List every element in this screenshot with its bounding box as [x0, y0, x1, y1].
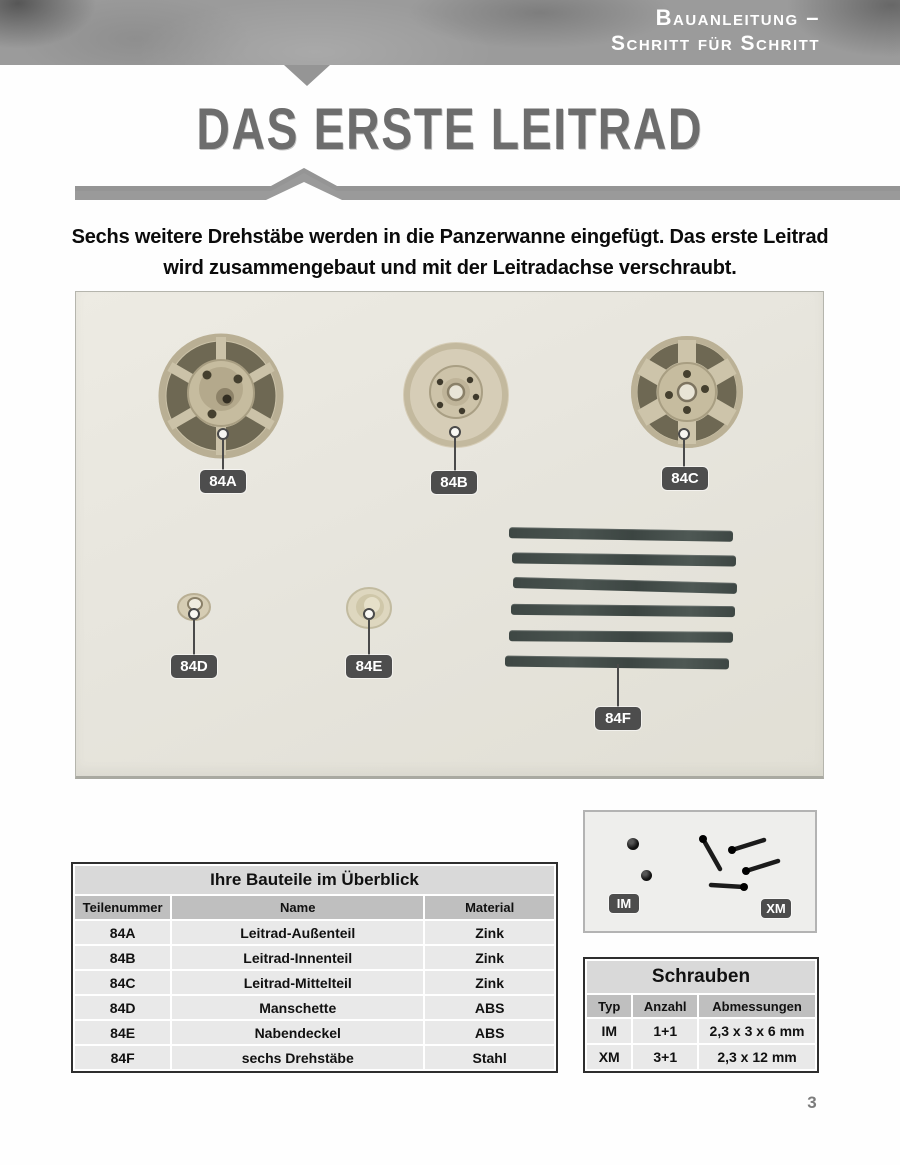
col-teilenummer: Teilenummer	[75, 896, 170, 919]
table-row: 84A Leitrad-Außenteil Zink	[75, 921, 554, 944]
header-text	[611, 5, 820, 57]
table-row: IM 1+1 2,3 x 3 x 6 mm	[587, 1019, 815, 1043]
part-tag-84c: 84C	[662, 467, 708, 490]
table-row: 84F sechs Drehstäbe Stahl	[75, 1046, 554, 1069]
xm-screws	[690, 827, 815, 902]
page-title: DAS ERSTE LEITRAD	[196, 97, 704, 162]
im-screw	[641, 870, 652, 881]
torsion-bar	[509, 630, 733, 643]
part-tag-84a: 84A	[200, 470, 246, 493]
im-screw	[627, 838, 639, 850]
leader-line-84e	[368, 620, 370, 655]
parts-photo	[75, 291, 824, 779]
torsion-bar	[513, 577, 737, 594]
leader-line-84f	[617, 664, 619, 707]
part-tag-84d: 84D	[171, 655, 217, 678]
torsion-bar	[512, 552, 736, 566]
page-number: 3	[807, 1093, 817, 1112]
torsion-bar	[509, 527, 733, 542]
leader-ring-84e	[363, 608, 375, 620]
schrauben-table	[583, 957, 819, 1073]
screw-tag-xm: XM	[761, 899, 791, 918]
part-84a-wheel	[154, 329, 288, 463]
screws-photo	[583, 810, 817, 933]
table-row: 84B Leitrad-Innenteil Zink	[75, 946, 554, 969]
table-row: 84E Nabendeckel ABS	[75, 1021, 554, 1044]
part-tag-84f: 84F	[595, 707, 641, 730]
table-row: 84D Manschette ABS	[75, 996, 554, 1019]
chevron-rule	[75, 164, 900, 200]
leader-line-84d	[193, 620, 195, 655]
part-84f-torsion-bars	[509, 529, 739, 671]
leader-line-84b	[454, 438, 456, 471]
leader-line-84a	[222, 440, 224, 470]
table-row: XM 3+1 2,3 x 12 mm	[587, 1045, 815, 1069]
intro-paragraph	[0, 222, 900, 284]
col-typ: Typ	[587, 995, 631, 1017]
leader-line-84c	[683, 440, 685, 467]
torsion-bar	[511, 604, 735, 617]
bauteile-table-title: Ihre Bauteile im Überblick	[75, 866, 554, 894]
intro-line1: Sechs weitere Drehstäbe werden in die Panzerwanne eingefügt. Das erste Leitrad	[71, 226, 829, 248]
intro-line2: wird zusammengebaut und mit der Leitradachse verschraubt.	[163, 257, 737, 279]
leader-ring-84b	[449, 426, 461, 438]
part-tag-84e: 84E	[346, 655, 392, 678]
leader-ring-84c	[678, 428, 690, 440]
table-row: 84C Leitrad-Mittelteil Zink	[75, 971, 554, 994]
part-tag-84b: 84B	[431, 471, 477, 494]
leader-ring-84d	[188, 608, 200, 620]
header-line2: Schritt für Schritt	[611, 32, 820, 55]
col-abmessungen: Abmessungen	[699, 995, 815, 1017]
col-anzahl: Anzahl	[633, 995, 697, 1017]
schrauben-table-title: Schrauben	[587, 961, 815, 993]
screw-tag-im: IM	[609, 894, 639, 913]
bauteile-table	[71, 862, 558, 1073]
col-material: Material	[425, 896, 554, 919]
header-line1: Bauanleitung –	[655, 5, 820, 30]
header-band-notch	[284, 65, 330, 86]
col-name: Name	[172, 896, 423, 919]
leader-ring-84a	[217, 428, 229, 440]
